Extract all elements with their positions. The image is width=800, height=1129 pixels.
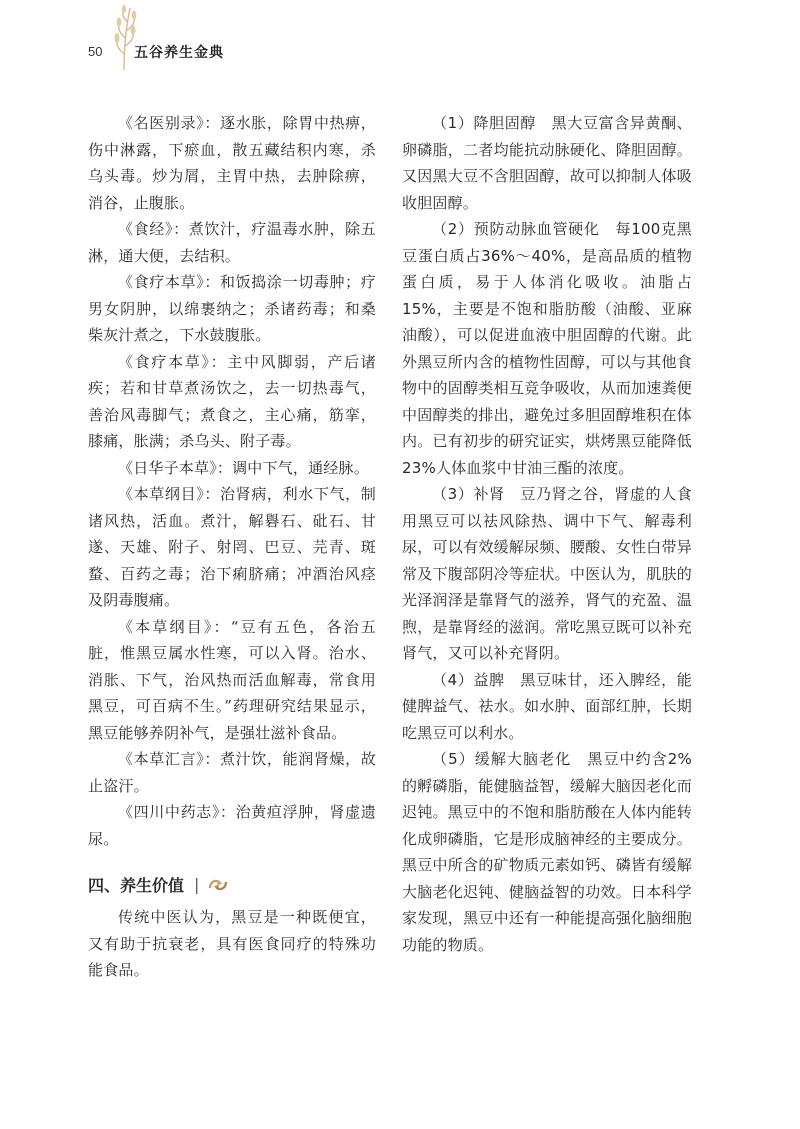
citation-paragraph: 《名医别录》：逐水胀，除胃中热痹，伤中淋露，下瘀血，散五藏结积内寒，杀乌头毒。炒为屑，主胃中热，去肿除痹，消谷，止腹胀。 [88,114,376,212]
right-column [402,110,692,958]
citation-paragraph: 《本草汇言》：煮汁饮，能润肾燥，故止盗汗。 [88,750,376,795]
section-intro: 传统中医认为，黑豆是一种既便宜，又有助于抗衰老，具有医食同疗的特殊功能食品。 [88,908,376,979]
citation-paragraph: 《四川中药志》：治黄疸浮肿，肾虚遗尿。 [88,803,376,848]
left-column [88,110,376,984]
benefit-paragraph: （1）降胆固醇 黑大豆富含异黄酮、卵磷脂，二者均能抗动脉硬化、降胆固醇。又因黑大豆不含胆固醇，故可以抑制人体吸收胆固醇。 [402,114,692,212]
section-heading [88,873,376,896]
citation-paragraph: 《食疗本草》：主中风脚弱，产后诸疾；若和甘草煮汤饮之，去一切热毒气，善治风毒脚气；煮食之，主心痛，筋挛，膝痛，胀满；杀乌头、附子毒。 [88,352,376,450]
benefit-paragraph: （5）缓解大脑老化 黑豆中约含2%的孵磷脂，能健脑益智，缓解大脑因老化而迟钝。黑豆中的不饱和脂肪酸在人体内能转化成卵磷脂，它是形成脑神经的主要成分。黑豆中所含的矿物质元素如钙、磷皆有缓解大脑老化迟钝、健脑益智的功效。日本科学家发现，黑豆中还有一种能提高强化脑细胞功能的物质。 [402,750,692,954]
benefit-paragraph: （3）补肾 豆乃肾之谷，肾虚的人食用黑豆可以祛风除热、调中下气、解毒利尿，可以有效缓解尿频、腰酸、女性白带异常及下腹部阴冷等症状。中医认为，肌肤的光泽润泽是靠肾气的滋养，肾气的充盈、温煦，是靠肾经的滋润。常吃黑豆既可以补充肾气，又可以补充肾阴。 [402,485,692,662]
citation-paragraph: 《食疗本草》：和饭捣涂一切毒肿；疗男女阴肿，以绵裹纳之；杀诸药毒；和桑柴灰汁煮之，下水鼓腹胀。 [88,273,376,344]
citation-paragraph: 《本草纲目》：治肾病，利水下气，制诸风热，活血。煮汁，解礜石、砒石、甘遂、天雄、附子、射罔、巴豆、芫青、斑蝥、百药之毒；治下痢脐痛；冲酒治风痉及阴毒腹痛。 [88,485,376,609]
citation-paragraph: 《本草纲目》：“豆有五色，各治五脏，惟黑豆属水性寒，可以入肾。治水、消胀、下气，治风热而活血解毒，常食用黑豆，可百病不生。”药理研究结果显示，黑豆能够养阴补气，是强壮滋补食品。 [88,617,376,742]
page-number: 50 [88,44,103,59]
section-title: 四、养生价值 [88,876,185,895]
benefit-paragraph: （4）益脾 黑豆味甘，还入脾经，能健脾益气、祛水。如水肿、面部红肿，长期吃黑豆可以利水。 [402,670,692,742]
citation-paragraph: 《日华子本草》：调中下气，通经脉。 [118,458,369,477]
heading-divider: | [194,875,200,894]
citation-paragraph: 《食经》：煮饮汁，疗温毒水肿，除五淋，通大便，去结积。 [88,220,376,265]
book-title: 五谷养生金典 [134,45,224,61]
swirl-arrows-icon [207,876,229,894]
benefit-paragraph: （2）预防动脉血管硬化 每100克黑豆蛋白质占36%～40%，是高品质的植物蛋白质，易于人体消化吸收。油脂占15%，主要是不饱和脂肪酸（油酸、亚麻油酸），可以促进血液中胆固醇的代谢。此外黑豆所内含的植物性固醇，可以与其他食物中的固醇类相互竞争吸收，从而加速粪便中固醇类的排出，避免过多胆固醇堆积在体内。已有初步的研究证实，烘烤黑豆能降低23%人体血浆中甘油三酯的浓度。 [402,220,692,477]
